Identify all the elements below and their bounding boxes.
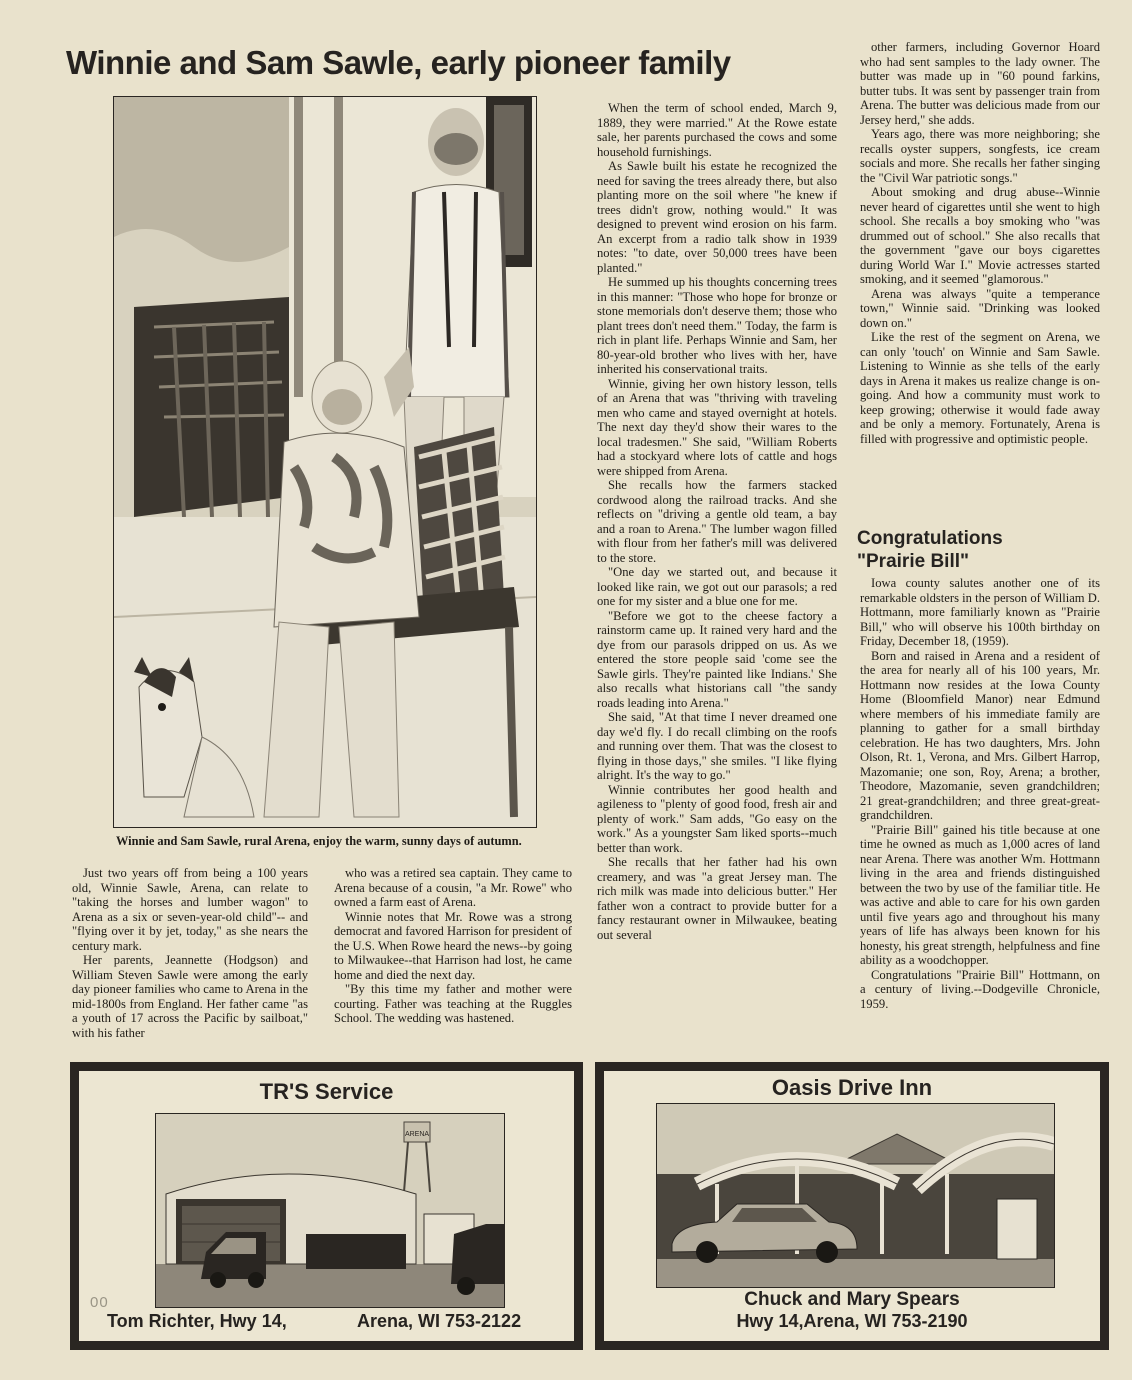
article-paragraph: other farmers, including Governor Hoard who had sent samples to the lady owner. The butter was made up in "60 pound farkins, butter tubs. It was sent by passenger train from Arena. The butter was delicious made from our Jersey herd," she adds. — [860, 40, 1100, 127]
article-paragraph: "One day we started out, and because it looked like rain, we got out our parasols; a red one for my sister and a blue one for me. — [597, 565, 837, 608]
article-paragraph: When the term of school ended, March 9, 1889, they were married." At the Rowe estate sale, her parents purchased the cows and some household furnishings. — [597, 101, 837, 159]
ad-trs-title: TR'S Service — [259, 1079, 394, 1104]
article-paragraph: She recalls how the farmers stacked cordwood along the railroad tracks. And she reflects on "driving a gentle old team, a bay and a roan to Arena." The lumber wagon filled with flour from her father's mill was delivered to the store. — [597, 478, 837, 565]
ad-oasis-address: Hwy 14,Arena, WI 753-2190 — [736, 1311, 968, 1331]
ad-trs-photo-illustration — [156, 1114, 504, 1307]
sidebar-paragraph: Iowa county salutes another one of its remarkable oldsters in the person of William D. Hottmann, more familiarly known as "Prairie Bill," who will observe his 100th birthday on Friday, December 18, (1959). — [860, 576, 1100, 648]
sidebar-paragraph: Congratulations "Prairie Bill" Hottmann, on a century of living.--Dodgeville Chronicle, 1959. — [860, 967, 1100, 1011]
article-paragraph: As Sawle built his estate he recognized the need for saving the trees already there, but also planting more on the soil where "he knew if trees didn't grow, nothing would." It was designed to prevent wind erosion on his farm. An excerpt from a radio talk show in 1939 notes: "to date, over 50,000 trees have been planted." — [597, 159, 837, 275]
ad-trs-photo — [155, 1113, 505, 1308]
main-photo-illustration — [114, 97, 536, 827]
article-paragraph: Winnie notes that Mr. Rowe was a strong democrat and favored Harrison for president of the U.S. When Rowe heard the news--by going to Milwaukee--that Harrison had lost, he came home and died the next day. — [334, 909, 572, 982]
ad-trs-contact-right: Arena, WI 753-2122 — [357, 1311, 522, 1331]
article-paragraph: About smoking and drug abuse--Winnie never heard of cigarettes until she went to high school. She recalls a boy smoking who "was drummed out of school." She also recalls that the government "gave our boys cigarettes during World War I." Movie actresses started smoking, and it seemed "glamorous." — [860, 185, 1100, 286]
ad-oasis-photo — [656, 1103, 1055, 1288]
article-paragraph: Like the rest of the segment on Arena, we can only 'touch' on Winnie and Sam Sawle. Listening to Winnie as she tells of the early days in Arena it makes us realize change is on-going. And how a community must work to keep growing; otherwise it would fade away and be only a memory. Fortunately, Arena is filled with progressive and optimistic people. — [860, 330, 1100, 446]
ad-oasis-title: Oasis Drive Inn — [771, 1075, 933, 1100]
ad-trs-contact-left: Tom Richter, Hwy 14, — [107, 1311, 287, 1331]
ad-oasis-drive-inn — [595, 1062, 1109, 1350]
sidebar-paragraph: Born and raised in Arena and a resident of the area for nearly all of his 100 years, Mr. Hottmann now resides at the Iowa County Home (Bloomfield Manor) near Edmund where members of his immediate family are planning to gather for a small birthday celebration. He has two daughters, Mrs. John Olson, Rt. 1, Verona, and Mrs. Gilbert Harrop, Mazomanie; one son, Roy, Arena; a brother, Theodore, Mazomanie, seven grandchildren; 21 great-grandchildren; and three great-great-grandchildren. — [860, 648, 1100, 822]
ad-trs-tower-text: ARENA — [404, 1131, 430, 1138]
photo-caption: Winnie and Sam Sawle, rural Arena, enjoy the warm, sunny days of autumn. — [116, 834, 522, 848]
ad-oasis-owners: Chuck and Mary Spears — [744, 1289, 960, 1310]
article-paragraph: Arena was always "quite a temperance town," Winnie said. "Drinking was looked down on." — [860, 286, 1100, 330]
article-paragraph: Winnie contributes her good health and agileness to "plenty of good food, fresh air and plenty of work." Sam adds, "Go easy on the work." As a youngster Sam liked sports--much better than work. — [597, 782, 837, 855]
page-stamp: 00 — [90, 1294, 109, 1311]
article-paragraph: Her parents, Jeannette (Hodgson) and William Steven Sawle were among the early day pioneer families who came to Arena in the mid-1800s from England. Her father came "as a youth of 17 across the Pacific by sailboat," with his father — [72, 953, 308, 1040]
sidebar-title — [857, 527, 1097, 573]
article-paragraph: "By this time my father and mother were courting. Father was teaching at the Ruggles School. The wedding was hastened. — [334, 982, 572, 1025]
article-column-3 — [597, 101, 837, 1053]
article-paragraph: She recalls that her father had his own creamery, and was "a great Jersey man. The rich milk was made into delicious butter." Her father won a contract to provide butter for a fancy restaurant owner in Milwaukee, beating out several — [597, 855, 837, 942]
article-paragraph: Years ago, there was more neighboring; she recalls oyster suppers, songfests, ice cream socials and more. She recalls her father singing the "Civil War patriotic songs." — [860, 127, 1100, 185]
article-paragraph: She said, "At that time I never dreamed one day we'd fly. I do recall climbing on the roofs and running over them. That was the closest to flying in those days," she smiles. "I like flying alright. It's the way to go." — [597, 710, 837, 782]
main-photo — [113, 96, 537, 828]
sidebar-paragraph: "Prairie Bill" gained his title because at one time he owned as much as 1,000 acres of land near Arena. There was another Wm. Hottmann living in the area and friends distinguished between the two by use of the familiar title. He was active and able to care for his own garden until five years ago and throughout his many years of life has always been known for his honesty, his great strength, helpfulness and fine ability as a woodchopper. — [860, 822, 1100, 967]
article-paragraph: He summed up his thoughts concerning trees in this manner: "Those who hope for bronze or stone memorials don't deserve them; those who plant trees don't need them." Today, the farm is rich in plant life. Perhaps Winnie and Sam, her 80-year-old brother who lives with her, have inherited his conservational traits. — [597, 275, 837, 376]
article-paragraph: Winnie, giving her own history lesson, tells of an Arena that was "thriving with traveling men who came and stayed overnight at hotels. The next day they'd show their wares to the local tradesmen." She said, "William Roberts had a stockyard where lots of cattle and hogs were shipped from Arena. — [597, 376, 837, 478]
sidebar-title-line-1: Congratulations — [857, 528, 1003, 549]
ad-oasis-photo-illustration — [657, 1104, 1054, 1287]
ad-trs-service — [70, 1062, 583, 1350]
article-column-1 — [72, 866, 308, 1048]
article-headline: Winnie and Sam Sawle, early pioneer family — [66, 44, 731, 81]
sidebar-title-line-2: "Prairie Bill" — [857, 551, 970, 572]
article-paragraph: Just two years off from being a 100 years old, Winnie Sawle, Arena, can relate to "taking the horses and lumber wagon" to Arena as a six or seven-year-old child"-- and "flying over it by jet, today," as she nears the century mark. — [72, 866, 308, 953]
article-paragraph: "Before we got to the cheese factory a rainstorm came up. It rained very hard and the dye from our parasols dripped on us. As we entered the store people said 'come see the Sawle girls. They're painted like Indians.' She also recalls what historians call "the sandy roads leading into Arena." — [597, 608, 837, 710]
article-column-2 — [334, 866, 572, 1048]
article-column-4 — [860, 40, 1100, 520]
sidebar-column — [860, 576, 1100, 1052]
article-paragraph: who was a retired sea captain. They came to Arena because of a cousin, "a Mr. Rowe" who owned a farm east of Arena. — [334, 866, 572, 909]
